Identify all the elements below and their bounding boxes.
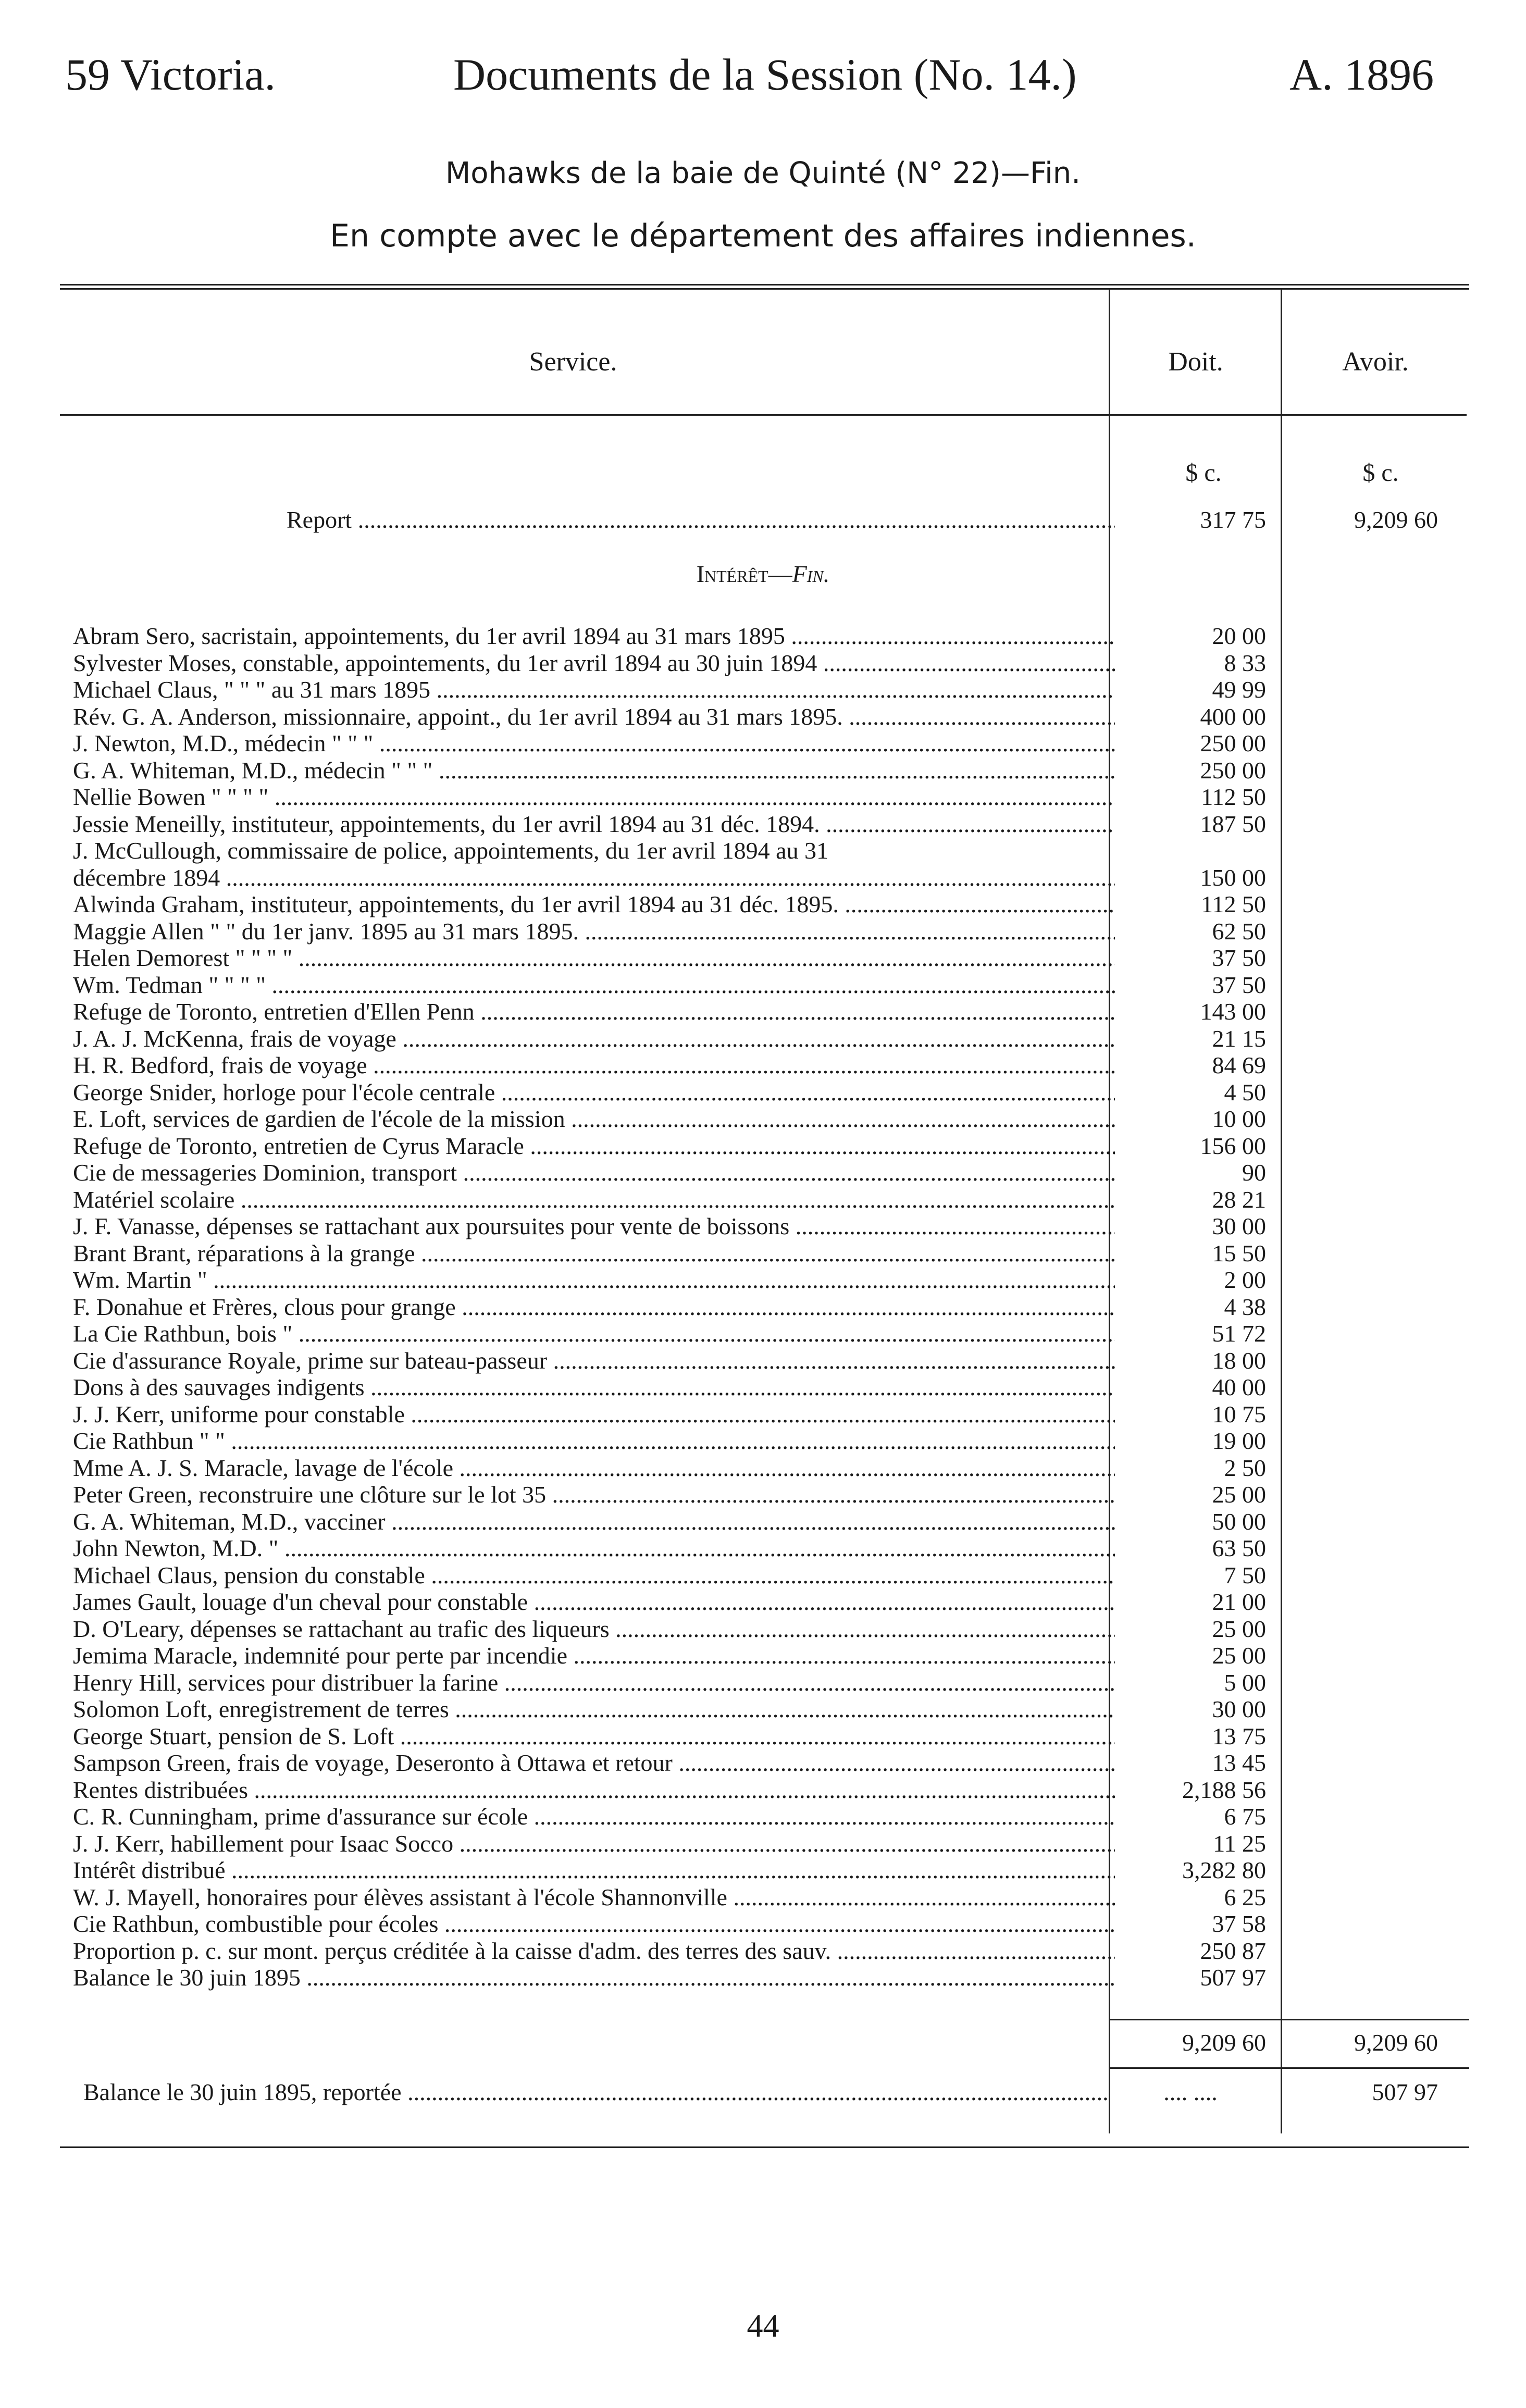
row-description: Refuge de Toronto, entretien de Cyrus Maracle ..... — [73, 1133, 1115, 1160]
document-subtitle: En compte avec le département des affaires indiennes. — [330, 218, 1196, 254]
table-row — [0, 1508, 1526, 1535]
table-row — [0, 703, 1526, 730]
carried-balance-row — [0, 2079, 1526, 2106]
row-doit-amount: 3,282 80 — [1182, 1857, 1266, 1883]
row-description: Nellie Bowen " " " " ..... — [73, 784, 1115, 811]
table-row — [0, 1616, 1526, 1643]
row-doit-amount: 2 00 — [1224, 1267, 1266, 1293]
table-row — [0, 945, 1526, 972]
row-doit-amount: 143 00 — [1200, 998, 1266, 1025]
row-doit-amount: 11 25 — [1213, 1830, 1266, 1857]
row-doit-amount: 25 00 — [1212, 1642, 1266, 1669]
row-doit-amount: 84 69 — [1212, 1052, 1266, 1078]
row-description: G. A. Whiteman, M.D., médecin " " " ..... — [73, 757, 1115, 784]
row-description: Refuge de Toronto, entretien d'Ellen Penn ..... — [73, 998, 1115, 1025]
carried-balance-label: Balance le 30 juin 1895, reportée ..... — [83, 2079, 1110, 2106]
table-row — [0, 1830, 1526, 1857]
row-description: C. R. Cunningham, prime d'assurance sur école ..... — [73, 1803, 1115, 1830]
row-doit-amount: 90 — [1242, 1159, 1266, 1186]
table-row — [0, 1159, 1526, 1186]
section-title-text: Intérêt — [696, 561, 768, 587]
row-doit-amount: 13 45 — [1212, 1749, 1266, 1776]
table-row — [0, 837, 1526, 864]
row-doit-amount: 30 00 — [1212, 1696, 1266, 1722]
row-doit-amount: 250 87 — [1200, 1938, 1266, 1964]
row-description: George Snider, horloge pour l'école centrale ..... — [73, 1079, 1115, 1106]
table-row — [0, 1481, 1526, 1508]
row-doit-amount: 7 50 — [1224, 1562, 1266, 1588]
table-row — [0, 1910, 1526, 1938]
row-description: Rév. G. A. Anderson, missionnaire, appoint., du 1er avril 1894 au 31 mars 1895. ..... — [73, 703, 1115, 730]
row-description: Jessie Meneilly, instituteur, appointements, du 1er avril 1894 au 31 déc. 1894. ..... — [73, 811, 1115, 838]
row-description: Cie d'assurance Royale, prime sur bateau-passeur ..... — [73, 1347, 1115, 1374]
row-doit-amount: 10 75 — [1212, 1401, 1266, 1428]
row-doit-amount: 250 00 — [1200, 757, 1266, 784]
total-avoir: 9,209 60 — [1354, 2029, 1438, 2056]
totals-bottom-rule — [1110, 2067, 1469, 2069]
row-doit-amount: 8 33 — [1224, 650, 1266, 676]
row-doit-amount: 21 15 — [1212, 1025, 1266, 1052]
row-description: Cie Rathbun, combustible pour écoles ..... — [73, 1910, 1115, 1938]
table-row — [0, 811, 1526, 838]
table-top-rule-2 — [60, 288, 1469, 290]
table-row — [0, 1642, 1526, 1669]
table-row — [0, 1320, 1526, 1347]
row-description: Helen Demorest " " " " ..... — [73, 945, 1115, 972]
row-description: Solomon Loft, enregistrement de terres ..... — [73, 1696, 1115, 1723]
row-doit-amount: 13 75 — [1212, 1723, 1266, 1749]
row-description: Cie de messageries Dominion, transport ..... — [73, 1159, 1115, 1186]
row-description: J. McCullough, commissaire de police, appointements, du 1er avril 1894 au 31 — [73, 837, 828, 864]
row-description: Michael Claus, " " " au 31 mars 1895 ..... — [73, 676, 1115, 703]
row-doit-amount: 6 75 — [1224, 1803, 1266, 1830]
row-doit-amount: 62 50 — [1212, 918, 1266, 945]
totals-row — [0, 2029, 1526, 2056]
table-row — [0, 1294, 1526, 1321]
row-doit-amount: 6 25 — [1224, 1884, 1266, 1910]
header-right: A. 1896 — [1289, 49, 1434, 100]
row-description: George Stuart, pension de S. Loft ..... — [73, 1723, 1115, 1750]
row-doit-amount: 28 21 — [1212, 1186, 1266, 1213]
table-row — [0, 1133, 1526, 1160]
table-row — [0, 1669, 1526, 1696]
section-title-suffix: Fin. — [792, 561, 830, 587]
table-row — [0, 1723, 1526, 1750]
row-description: E. Loft, services de gardien de l'école de la mission ..... — [73, 1106, 1115, 1133]
row-description: J. J. Kerr, habillement pour Isaac Socco ..... — [73, 1830, 1115, 1857]
row-description: Proportion p. c. sur mont. perçus créditée à la caisse d'adm. des terres des sauv. ..... — [73, 1938, 1115, 1965]
column-header-service: Service. — [529, 347, 617, 377]
table-row — [0, 1213, 1526, 1240]
table-row — [0, 1106, 1526, 1133]
report-row — [0, 506, 1526, 533]
table-row — [0, 1588, 1526, 1616]
row-doit-amount: 25 00 — [1212, 1481, 1266, 1508]
row-description: Cie Rathbun " " ..... — [73, 1428, 1115, 1455]
row-doit-amount: 156 00 — [1200, 1133, 1266, 1159]
table-row — [0, 784, 1526, 811]
table-top-rule — [60, 284, 1469, 286]
table-row — [0, 730, 1526, 757]
table-row — [0, 972, 1526, 999]
table-row — [0, 1964, 1526, 1991]
row-description: G. A. Whiteman, M.D., vacciner ..... — [73, 1508, 1115, 1535]
row-doit-amount: 4 50 — [1224, 1079, 1266, 1106]
row-description: Rentes distribuées ..... — [73, 1777, 1115, 1804]
page-number: 44 — [747, 2308, 779, 2344]
table-row — [0, 918, 1526, 945]
header-center: Documents de la Session (No. 14.) — [453, 49, 1077, 100]
row-doit-amount: 37 58 — [1212, 1910, 1266, 1937]
table-row — [0, 1777, 1526, 1804]
currency-label-doit: $ c. — [1185, 459, 1222, 487]
row-description: W. J. Mayell, honoraires pour élèves assistant à l'école Shannonville ..... — [73, 1884, 1115, 1911]
table-row — [0, 1025, 1526, 1052]
row-doit-amount: 18 00 — [1212, 1347, 1266, 1374]
row-doit-amount: 250 00 — [1200, 730, 1266, 756]
table-bottom-rule — [60, 2146, 1469, 2148]
table-row — [0, 623, 1526, 650]
table-row — [0, 1535, 1526, 1562]
row-description: Wm. Tedman " " " " ..... — [73, 972, 1115, 999]
report-avoir: 9,209 60 — [1354, 506, 1438, 533]
table-row — [0, 864, 1526, 891]
table-row — [0, 676, 1526, 703]
row-doit-amount: 2,188 56 — [1182, 1777, 1266, 1803]
header-left: 59 Victoria. — [65, 49, 276, 100]
row-doit-amount: 15 50 — [1212, 1240, 1266, 1267]
row-description: Peter Green, reconstruire une clôture sur le lot 35 ..... — [73, 1481, 1115, 1508]
table-row — [0, 757, 1526, 784]
row-description: D. O'Leary, dépenses se rattachant au trafic des liqueurs ..... — [73, 1616, 1115, 1643]
table-row — [0, 1857, 1526, 1884]
row-doit-amount: 10 00 — [1212, 1106, 1266, 1132]
row-doit-amount: 51 72 — [1212, 1320, 1266, 1347]
row-description: Maggie Allen " " du 1er janv. 1895 au 31 mars 1895. ..... — [73, 918, 1115, 945]
row-doit-amount: 49 99 — [1212, 676, 1266, 703]
row-doit-amount: 150 00 — [1200, 864, 1266, 891]
table-row — [0, 650, 1526, 677]
document-title: Mohawks de la baie de Quinté (N° 22)—Fin. — [445, 156, 1081, 190]
report-label: Report ..... — [287, 506, 1115, 533]
row-doit-amount: 30 00 — [1212, 1213, 1266, 1239]
row-doit-amount: 112 50 — [1201, 784, 1266, 810]
table-row — [0, 1401, 1526, 1428]
row-doit-amount: 21 00 — [1212, 1588, 1266, 1615]
table-row — [0, 998, 1526, 1025]
total-doit: 9,209 60 — [1182, 2029, 1266, 2056]
column-header-doit: Doit. — [1168, 347, 1223, 377]
row-description: John Newton, M.D. " ..... — [73, 1535, 1115, 1562]
row-doit-amount: 25 00 — [1212, 1616, 1266, 1642]
section-title: Intérêt—Fin. — [696, 561, 830, 587]
row-doit-amount: 4 38 — [1224, 1294, 1266, 1320]
row-description: décembre 1894 ..... — [73, 864, 1115, 891]
table-row — [0, 1052, 1526, 1079]
table-row — [0, 1562, 1526, 1589]
table-row — [0, 1803, 1526, 1830]
column-header-avoir: Avoir. — [1342, 347, 1409, 377]
row-doit-amount: 2 50 — [1224, 1455, 1266, 1481]
row-description: Dons à des sauvages indigents ..... — [73, 1374, 1115, 1401]
row-doit-amount: 112 50 — [1201, 891, 1266, 917]
row-description: Mme A. J. S. Maracle, lavage de l'école ..... — [73, 1455, 1115, 1482]
header-bottom-rule — [60, 414, 1467, 416]
row-description: J. Newton, M.D., médecin " " " ..... — [73, 730, 1115, 757]
row-description: Brant Brant, réparations à la grange ..... — [73, 1240, 1115, 1267]
table-row — [0, 1347, 1526, 1374]
row-description: F. Donahue et Frères, clous pour grange ..... — [73, 1294, 1115, 1321]
totals-top-rule — [1110, 2019, 1469, 2020]
table-row — [0, 1079, 1526, 1106]
row-description: Henry Hill, services pour distribuer la farine ..... — [73, 1669, 1115, 1696]
row-doit-amount: 19 00 — [1212, 1428, 1266, 1454]
table-row — [0, 1240, 1526, 1267]
table-row — [0, 1428, 1526, 1455]
row-description: Michael Claus, pension du constable ..... — [73, 1562, 1115, 1589]
row-description: La Cie Rathbun, bois " ..... — [73, 1320, 1115, 1347]
row-description: J. J. Kerr, uniforme pour constable ..... — [73, 1401, 1115, 1428]
carried-balance-doit: .... .... — [1163, 2079, 1218, 2105]
row-doit-amount: 37 50 — [1212, 945, 1266, 971]
table-row — [0, 1455, 1526, 1482]
row-description: Balance le 30 juin 1895 ..... — [73, 1964, 1115, 1991]
currency-label-avoir: $ c. — [1362, 459, 1399, 487]
table-row — [0, 1186, 1526, 1213]
table-row — [0, 1749, 1526, 1777]
row-description: H. R. Bedford, frais de voyage ..... — [73, 1052, 1115, 1079]
row-doit-amount: 400 00 — [1200, 703, 1266, 730]
table-row — [0, 1267, 1526, 1294]
row-description: Abram Sero, sacristain, appointements, du 1er avril 1894 au 31 mars 1895 ..... — [73, 623, 1115, 650]
row-description: Sampson Green, frais de voyage, Deseronto à Ottawa et retour ..... — [73, 1749, 1115, 1777]
row-doit-amount: 40 00 — [1212, 1374, 1266, 1400]
row-description: Alwinda Graham, instituteur, appointements, du 1er avril 1894 au 31 déc. 1895. ..... — [73, 891, 1115, 918]
row-doit-amount: 187 50 — [1200, 811, 1266, 837]
row-doit-amount: 37 50 — [1212, 972, 1266, 998]
row-description: Matériel scolaire ..... — [73, 1186, 1115, 1213]
row-doit-amount: 507 97 — [1200, 1964, 1266, 1991]
row-description: Wm. Martin " ..... — [73, 1267, 1115, 1294]
row-doit-amount: 20 00 — [1212, 623, 1266, 649]
row-description: Intérêt distribué ..... — [73, 1857, 1115, 1884]
row-description: J. A. J. McKenna, frais de voyage ..... — [73, 1025, 1115, 1052]
row-description: Jemima Maracle, indemnité pour perte par incendie ..... — [73, 1642, 1115, 1669]
table-row — [0, 891, 1526, 918]
report-doit: 317 75 — [1200, 506, 1266, 533]
row-doit-amount: 63 50 — [1212, 1535, 1266, 1561]
table-row — [0, 1884, 1526, 1911]
table-row — [0, 1938, 1526, 1965]
carried-balance-avoir: 507 97 — [1372, 2079, 1438, 2105]
row-description: James Gault, louage d'un cheval pour constable ..... — [73, 1588, 1115, 1616]
row-doit-amount: 5 00 — [1224, 1669, 1266, 1696]
row-description: Sylvester Moses, constable, appointements, du 1er avril 1894 au 30 juin 1894 ..... — [73, 650, 1115, 677]
row-doit-amount: 50 00 — [1212, 1508, 1266, 1535]
table-row — [0, 1696, 1526, 1723]
row-description: J. F. Vanasse, dépenses se rattachant aux poursuites pour vente de boissons ..... — [73, 1213, 1115, 1240]
table-row — [0, 1374, 1526, 1401]
